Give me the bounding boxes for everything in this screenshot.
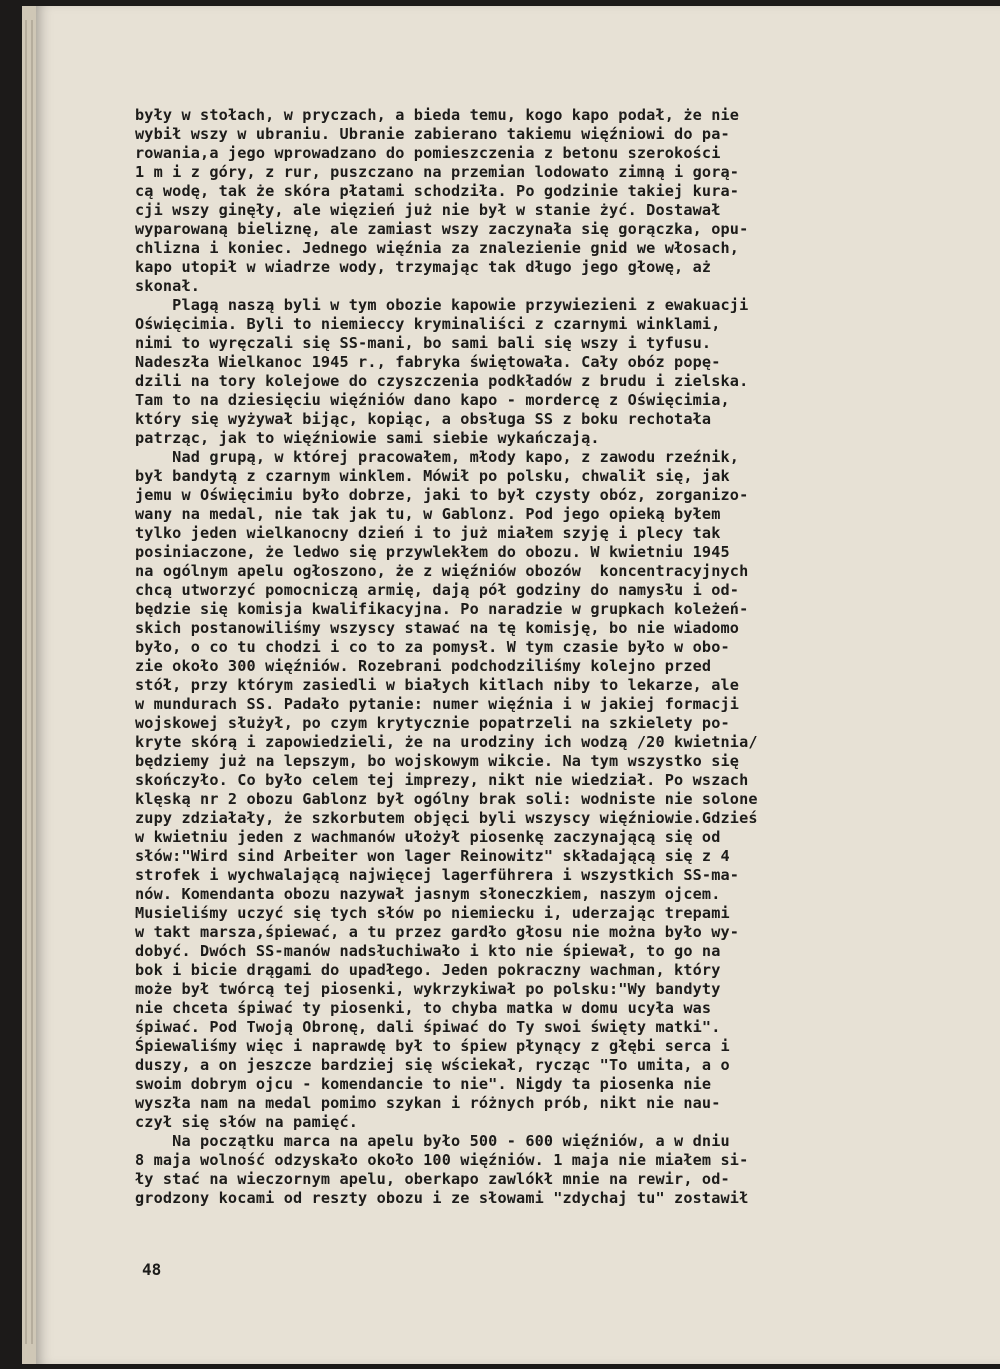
text-line: Śpiewaliśmy więc i naprawdę był to śpiew płynący z głębi serca i [135, 1037, 730, 1055]
text-line: 1 m i z góry, z rur, puszczano na przemian lodowato zimną i gorą- [135, 163, 740, 181]
text-line: w takt marsza,śpiewać, a tu przez gardło głosu nie można było wy- [135, 923, 740, 941]
text-line: zie około 300 więźniów. Rozebrani podchodziliśmy kolejno przed [135, 657, 712, 675]
text-line: wybił wszy w ubraniu. Ubranie zabierano takiemu więźniowi do pa- [135, 125, 730, 143]
text-line: strofek i wychwalającą najwięcej lagerführera i wszystkich SS-ma- [135, 866, 740, 884]
text-line: rowania,a jego wprowadzano do pomieszczenia z betonu szerokości [135, 144, 721, 162]
text-line: 8 maja wolność odzyskało około 100 więźniów. 1 maja nie miałem si- [135, 1151, 749, 1169]
text-line: był bandytą z czarnym winklem. Mówił po polsku, chwalił się, jak [135, 467, 730, 485]
text-line: na ogólnym apelu ogłoszono, że z więźniów obozów koncentracyjnych [135, 562, 749, 580]
text-line: Plagą naszą byli w tym obozie kapowie przywiezieni z ewakuacji [135, 296, 749, 314]
text-line: wyparowaną bieliznę, ale zamiast wszy zaczynała się gorączka, opu- [135, 220, 749, 238]
text-line: nów. Komendanta obozu nazywał jasnym słoneczkiem, naszym ojcem. [135, 885, 721, 903]
text-line: wojskowej służył, po czym krytycznie popatrzeli na szkielety po- [135, 714, 730, 732]
text-line: śpiwać. Pod Twoją Obronę, dali śpiwać do Ty swoi święty matki". [135, 1018, 721, 1036]
text-line: bok i bicie drągami do upadłego. Jeden pokraczny wachman, który [135, 961, 721, 979]
text-line: Musieliśmy uczyć się tych słów po niemiecku i, uderzając trepami [135, 904, 730, 922]
text-line: było, o co tu chodzi i co to za pomysł. W tym czasie było w obo- [135, 638, 730, 656]
text-line: klęską nr 2 obozu Gablonz był ogólny brak soli: wodniste nie solone [135, 790, 758, 808]
text-line: swoim dobrym ojcu - komendancie to nie". Nigdy ta piosenka nie [135, 1075, 712, 1093]
text-line: skonał. [135, 277, 201, 295]
text-line: wyszła nam na medal pomimo szykan i różnych prób, nikt nie nau- [135, 1094, 721, 1112]
text-line: stół, przy którym zasiedli w białych kitlach niby to lekarze, ale [135, 676, 740, 694]
text-line: dzili na tory kolejowe do czyszczenia podkładów z brudu i zielska. [135, 372, 749, 390]
text-line: Oświęcimia. Byli to niemieccy kryminaliści z czarnymi winklami, [135, 315, 721, 333]
text-line: jemu w Oświęcimiu było dobrze, jaki to był czysty obóz, zorganizo- [135, 486, 749, 504]
text-line: grodzony kocami od reszty obozu i ze słowami "zdychaj tu" zostawił [135, 1189, 749, 1207]
page-edge [25, 20, 27, 1344]
text-line: patrząc, jak to więźniowie sami siebie wykańczają. [135, 429, 600, 447]
text-line: chcą utworzyć pomocniczą armię, dają pół godziny do namysłu i od- [135, 581, 740, 599]
text-line: Nadeszła Wielkanoc 1945 r., fabryka świętowała. Cały obóz popę- [135, 353, 721, 371]
text-line: nie chceta śpiwać ty piosenki, to chyba matka w domu ucyła was [135, 999, 712, 1017]
text-line: będziemy już na lepszym, bo wojskowym wikcie. Na tym wszystko się [135, 752, 740, 770]
text-line: słów:"Wird sind Arbeiter won lager Reinowitz" składającą się z 4 [135, 847, 730, 865]
text-line: cą wodę, tak że skóra płatami schodziła. Po godzinie takiej kura- [135, 182, 740, 200]
text-line: kapo utopił w wiadrze wody, trzymając tak długo jego głowę, aż [135, 258, 712, 276]
text-line: w kwietniu jeden z wachmanów ułożył piosenkę zaczynającą się od [135, 828, 721, 846]
text-line: w mundurach SS. Padało pytanie: numer więźnia i w jakiej formacji [135, 695, 740, 713]
text-line: chlizna i koniec. Jednego więźnia za znalezienie gnid we włosach, [135, 239, 740, 257]
text-line: dobyć. Dwóch SS-manów nadsłuchiwało i kto nie śpiewał, to go na [135, 942, 721, 960]
text-line: Na początku marca na apelu było 500 - 600 więźniów, a w dniu [135, 1132, 730, 1150]
text-line: ły stać na wieczornym apelu, oberkapo zawlókł mnie na rewir, od- [135, 1170, 730, 1188]
text-line: Nad grupą, w której pracowałem, młody kapo, z zawodu rzeźnik, [135, 448, 740, 466]
text-line: będzie się komisja kwalifikacyjna. Po naradzie w grupkach koleżeń- [135, 600, 749, 618]
text-line: tylko jeden wielkanocny dzień i to już miałem szyję i plecy tak [135, 524, 721, 542]
text-line: nimi to wyręczali się SS-mani, bo sami bali się wszy i tyfusu. [135, 334, 712, 352]
text-line: może był twórcą tej piosenki, wykrzykiwał po polsku:"Wy bandyty [135, 980, 721, 998]
text-line: który się wyżywał bijąc, kopiąc, a obsługa SS z boku rechotała [135, 410, 712, 428]
text-line: Tam to na dziesięciu więźniów dano kapo - mordercę z Oświęcimia, [135, 391, 730, 409]
text-line: posiniaczone, że ledwo się przywlekłem do obozu. W kwietniu 1945 [135, 543, 730, 561]
page-edge [31, 20, 33, 1344]
text-line: kryte skórą i zapowiedzieli, że na urodziny ich wodzą /20 kwietnia/ [135, 733, 758, 751]
page-number: 48 [142, 1260, 162, 1279]
text-line: skończyło. Co było celem tej imprezy, nikt nie wiedział. Po wszach [135, 771, 749, 789]
text-line: zupy zdziałały, że szkorbutem objęci byli wszyscy więźniowie.Gdzieś [135, 809, 758, 827]
text-line: skich postanowiliśmy wszyscy stawać na tę komisję, bo nie wiadomo [135, 619, 740, 637]
book-page [36, 6, 1000, 1364]
text-line: były w stołach, w pryczach, a bieda temu, kogo kapo podał, że nie [135, 106, 740, 124]
body-text [135, 106, 980, 1208]
text-line: duszy, a on jeszcze bardziej się wściekał, rycząc "To umita, a o [135, 1056, 730, 1074]
text-line: czył się słów na pamięć. [135, 1113, 359, 1131]
text-line: wany na medal, nie tak jak tu, w Gablonz. Pod jego opieką byłem [135, 505, 721, 523]
text-line: cji wszy ginęły, ale więzień już nie był w stanie żyć. Dostawał [135, 201, 721, 219]
